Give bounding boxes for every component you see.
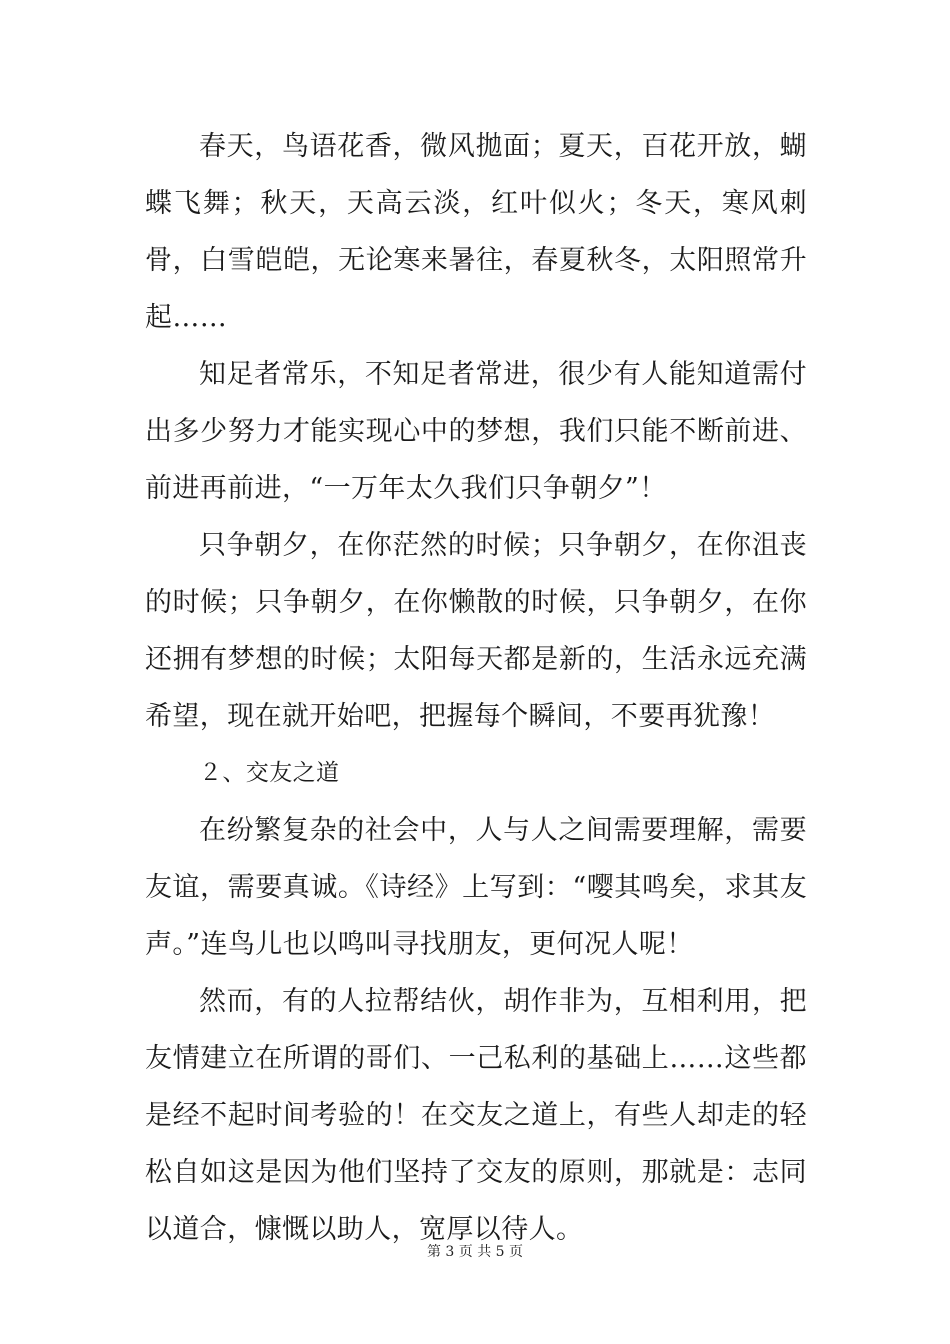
paragraph-seize-the-day: 只争朝夕，在你茫然的时候；只争朝夕，在你沮丧的时候；只争朝夕，在你懒散的时候，只争朝夕，在你还拥有梦想的时候；太阳每天都是新的，生活永远充满希望，现在就开始吧，把握每个瞬间，不要再犹豫！ bbox=[145, 530, 807, 732]
paragraph-seasons: 春天，鸟语花香，微风拋面；夏天，百花开放，蝴蝶飞舞；秋天，天高云淡，红叶似火；冬天，寒风刺骨，白雪皑皑，无论寒来暑往，春夏秋冬，太阳照常升起…… bbox=[145, 131, 807, 333]
page-number-footer: 第 3 页 共 5 页 bbox=[426, 1244, 524, 1260]
paragraph-friendship-principles: 然而，有的人拉帮结伙，胡作非为，互相利用，把友情建立在所谓的哥们、一己私利的基础上……这些都是经不起时间考验的！在交友之道上，有些人却走的轻松自如这是因为他们坚持了交友的原则，那就是：志同以道合，慷慨以助人，宽厚以待人。 bbox=[145, 986, 807, 1245]
paragraph-friendship-need: 在纷繁复杂的社会中，人与人之间需要理解，需要友谊，需要真诚。《诗经》上写到：“嘤其鸣矣，求其友声。”连鸟儿也以鸣叫寻找朋友，更何况人呢！ bbox=[145, 815, 807, 960]
paragraph-contentment: 知足者常乐，不知足者常进，很少有人能知道需付出多少努力才能实现心中的梦想，我们只能不断前进、前进再前进，“一万年太久我们只争朝夕”！ bbox=[145, 359, 807, 504]
document-body bbox=[145, 118, 807, 1258]
section-heading: ２、交友之道 bbox=[199, 760, 340, 786]
